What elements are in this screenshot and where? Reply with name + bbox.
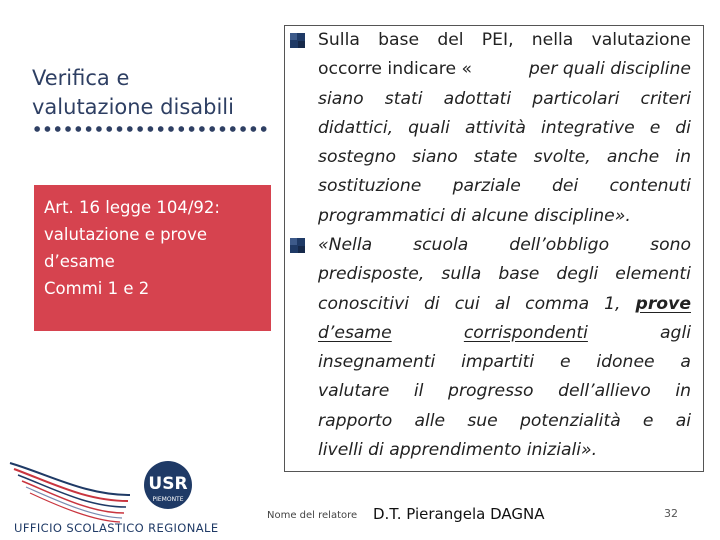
page-number: 32 [664, 507, 678, 520]
logo-caption: UFFICIO SCOLASTICO REGIONALE [14, 521, 219, 535]
text-line: Sulla base del PEI, nella valutazione [318, 30, 691, 50]
reference-box [34, 185, 271, 331]
content-box [284, 25, 704, 472]
reference-line: Commi 1 e 2 [44, 279, 150, 298]
logo-acronym: USR [148, 474, 188, 494]
text-line: sostituzione parziale dei contenuti [318, 176, 691, 197]
text-line: rapporto alle sue potenzialità e ai [318, 410, 691, 431]
reference-line: valutazione e prove [44, 225, 207, 244]
slide-title-line-2: valutazione disabili [32, 95, 234, 119]
text-line: programmatici di alcune discipline». [318, 205, 631, 226]
text-line: conoscitivi di cui al comma 1, prove [289, 290, 691, 319]
reference-line: Art. 16 legge 104/92: [44, 198, 220, 217]
logo-swoosh-icon [10, 463, 130, 522]
text-line: insegnamenti impartiti e idonee a [318, 352, 691, 373]
underlined-text: corrispondenti [463, 322, 588, 343]
text-line: didattici, quali attività integrative e di [318, 117, 691, 138]
text-line: «Nella scuola dell’obbligo sono [318, 235, 691, 255]
bullet-paragraph-2 [289, 231, 691, 465]
text-line: valutare il progresso dell’allievo in [318, 381, 691, 402]
text-line: livelli di apprendimento iniziali». [318, 440, 598, 461]
text-line: d’esame corrispondenti agli [289, 319, 691, 348]
logo-region: PIEMONTE [152, 496, 184, 503]
dotted-divider [32, 124, 268, 134]
footer-author: D.T. Pierangela DAGNA [373, 505, 545, 523]
text-line: predisposte, sulla base degli elementi [318, 264, 691, 285]
text-line: occorre indicare « per quali discipline [318, 59, 691, 80]
bullet-paragraph-1 [289, 26, 691, 231]
slide-title [32, 64, 272, 122]
text-line: sostegno siano state svolte, anche in [318, 147, 691, 168]
reference-line: d’esame [44, 252, 115, 271]
footer-label: Nome del relatore [267, 510, 358, 521]
underlined-text: d’esame [318, 322, 392, 343]
underlined-text: prove [635, 293, 691, 314]
slide-title-line-1: Verifica e [32, 66, 130, 90]
text-line: siano stati adottati particolari criteri [318, 88, 691, 109]
